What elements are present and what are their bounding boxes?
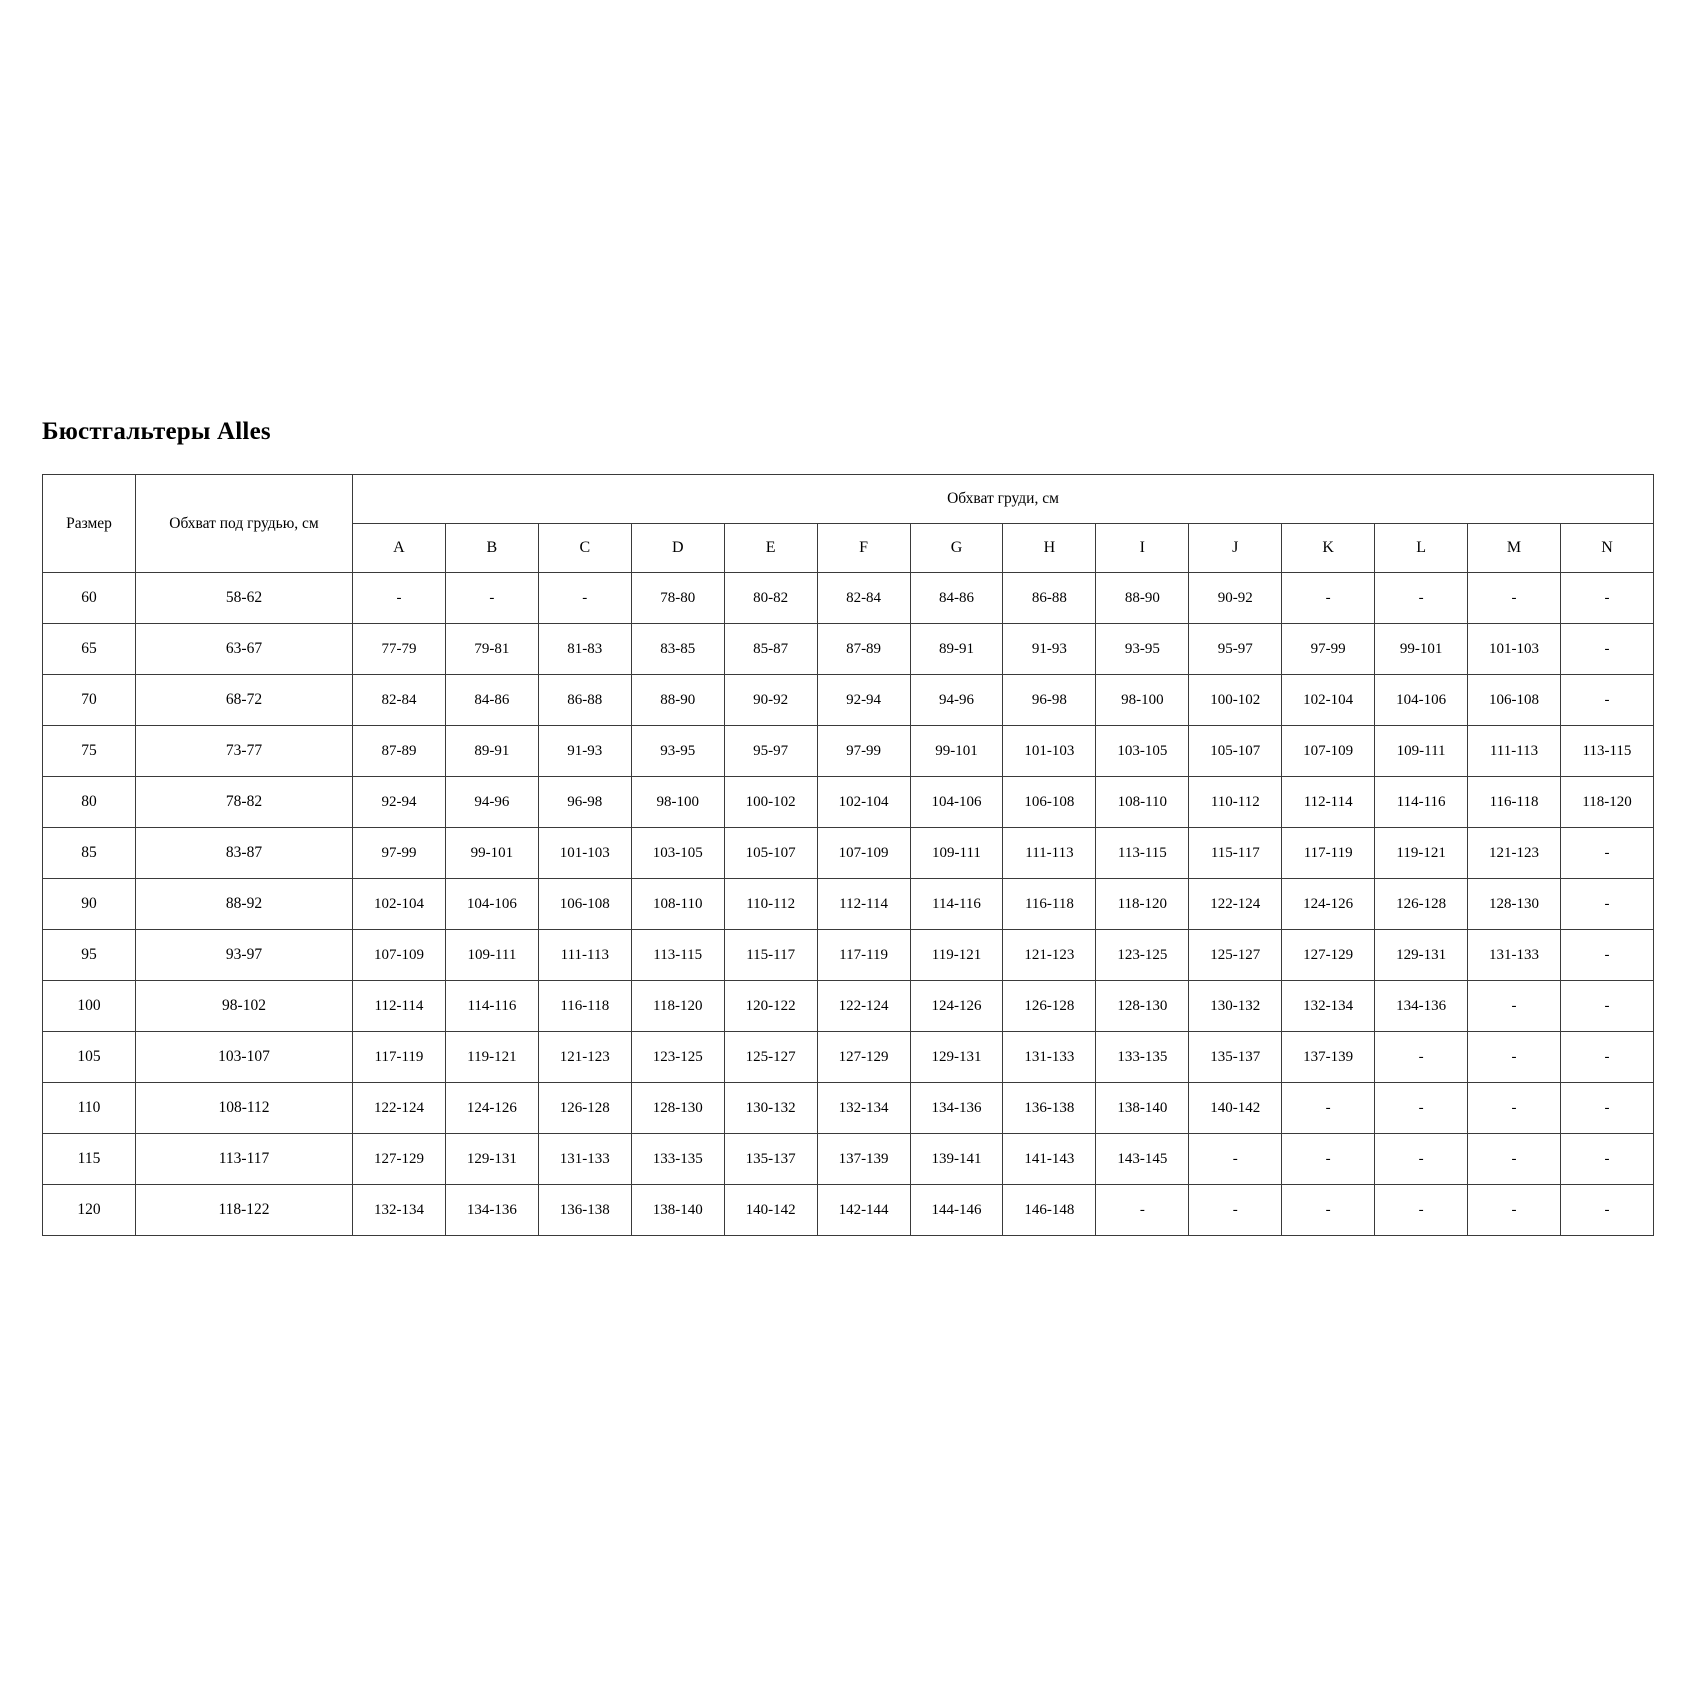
- cell-bust-c: 86-88: [538, 675, 631, 726]
- cell-bust-f: 87-89: [817, 624, 910, 675]
- cell-bust-a: 97-99: [353, 828, 446, 879]
- cell-bust-m: 116-118: [1468, 777, 1561, 828]
- cell-size: 75: [43, 726, 136, 777]
- cell-bust-e: 100-102: [724, 777, 817, 828]
- cell-bust-d: 88-90: [631, 675, 724, 726]
- header-underbust: Обхват под грудью, см: [136, 475, 353, 573]
- table-row: [43, 930, 1654, 981]
- cell-bust-i: 93-95: [1096, 624, 1189, 675]
- cell-bust-d: 108-110: [631, 879, 724, 930]
- cell-bust-f: 82-84: [817, 573, 910, 624]
- cell-bust-j: 122-124: [1189, 879, 1282, 930]
- cell-bust-d: 98-100: [631, 777, 724, 828]
- cell-size: 95: [43, 930, 136, 981]
- cell-bust-a: 82-84: [353, 675, 446, 726]
- table-row: [43, 726, 1654, 777]
- cell-bust-k: -: [1282, 1185, 1375, 1236]
- cell-bust-f: 112-114: [817, 879, 910, 930]
- cell-bust-h: 131-133: [1003, 1032, 1096, 1083]
- cell-bust-i: 98-100: [1096, 675, 1189, 726]
- cell-bust-e: 130-132: [724, 1083, 817, 1134]
- cell-underbust: 58-62: [136, 573, 353, 624]
- cell-bust-f: 102-104: [817, 777, 910, 828]
- cell-underbust: 103-107: [136, 1032, 353, 1083]
- cell-bust-c: -: [538, 573, 631, 624]
- cell-bust-h: 126-128: [1003, 981, 1096, 1032]
- cell-bust-n: -: [1560, 930, 1653, 981]
- cell-bust-c: 131-133: [538, 1134, 631, 1185]
- cell-bust-f: 132-134: [817, 1083, 910, 1134]
- cell-bust-g: 119-121: [910, 930, 1003, 981]
- cell-bust-n: 118-120: [1560, 777, 1653, 828]
- cell-bust-e: 110-112: [724, 879, 817, 930]
- cell-bust-j: 95-97: [1189, 624, 1282, 675]
- cell-size: 105: [43, 1032, 136, 1083]
- cell-bust-i: 108-110: [1096, 777, 1189, 828]
- cell-bust-l: 119-121: [1375, 828, 1468, 879]
- cell-bust-h: 101-103: [1003, 726, 1096, 777]
- cell-bust-b: 124-126: [445, 1083, 538, 1134]
- cell-bust-m: 106-108: [1468, 675, 1561, 726]
- cell-bust-c: 91-93: [538, 726, 631, 777]
- cell-bust-k: -: [1282, 1134, 1375, 1185]
- cell-bust-g: 84-86: [910, 573, 1003, 624]
- header-cup-d: D: [631, 524, 724, 573]
- cell-bust-m: -: [1468, 1032, 1561, 1083]
- cell-bust-b: 94-96: [445, 777, 538, 828]
- cell-bust-l: -: [1375, 1185, 1468, 1236]
- header-cup-n: N: [1560, 524, 1653, 573]
- cell-bust-i: -: [1096, 1185, 1189, 1236]
- cell-underbust: 63-67: [136, 624, 353, 675]
- cell-bust-d: 118-120: [631, 981, 724, 1032]
- cell-bust-e: 85-87: [724, 624, 817, 675]
- cell-bust-j: 130-132: [1189, 981, 1282, 1032]
- size-chart-container: [42, 474, 1654, 1236]
- header-cup-b: B: [445, 524, 538, 573]
- cell-bust-h: 96-98: [1003, 675, 1096, 726]
- header-cup-m: M: [1468, 524, 1561, 573]
- cell-bust-k: 137-139: [1282, 1032, 1375, 1083]
- page-title: Бюстгальтеры Alles: [42, 418, 271, 445]
- cell-bust-f: 142-144: [817, 1185, 910, 1236]
- cell-bust-b: 99-101: [445, 828, 538, 879]
- cell-bust-l: 129-131: [1375, 930, 1468, 981]
- cell-bust-n: -: [1560, 624, 1653, 675]
- table-row: [43, 1083, 1654, 1134]
- cell-bust-h: 91-93: [1003, 624, 1096, 675]
- cell-bust-k: 124-126: [1282, 879, 1375, 930]
- cell-bust-g: 144-146: [910, 1185, 1003, 1236]
- cell-bust-i: 113-115: [1096, 828, 1189, 879]
- cell-bust-h: 146-148: [1003, 1185, 1096, 1236]
- cell-bust-n: -: [1560, 573, 1653, 624]
- cell-bust-j: 105-107: [1189, 726, 1282, 777]
- cell-bust-b: -: [445, 573, 538, 624]
- cell-size: 100: [43, 981, 136, 1032]
- header-cup-c: C: [538, 524, 631, 573]
- cell-bust-g: 94-96: [910, 675, 1003, 726]
- cell-bust-b: 109-111: [445, 930, 538, 981]
- cell-bust-g: 134-136: [910, 1083, 1003, 1134]
- cell-bust-a: 112-114: [353, 981, 446, 1032]
- cell-bust-m: 111-113: [1468, 726, 1561, 777]
- cell-bust-d: 103-105: [631, 828, 724, 879]
- cell-bust-g: 104-106: [910, 777, 1003, 828]
- cell-bust-l: -: [1375, 573, 1468, 624]
- cell-size: 70: [43, 675, 136, 726]
- cell-bust-d: 133-135: [631, 1134, 724, 1185]
- table-row: [43, 879, 1654, 930]
- header-cup-a: A: [353, 524, 446, 573]
- cell-bust-k: 107-109: [1282, 726, 1375, 777]
- cell-bust-b: 119-121: [445, 1032, 538, 1083]
- header-cup-j: J: [1189, 524, 1282, 573]
- cell-bust-m: -: [1468, 1185, 1561, 1236]
- cell-size: 120: [43, 1185, 136, 1236]
- header-cup-k: K: [1282, 524, 1375, 573]
- cell-underbust: 73-77: [136, 726, 353, 777]
- cell-bust-f: 122-124: [817, 981, 910, 1032]
- cell-bust-k: -: [1282, 1083, 1375, 1134]
- cell-bust-f: 97-99: [817, 726, 910, 777]
- table-row: [43, 675, 1654, 726]
- cell-bust-j: 110-112: [1189, 777, 1282, 828]
- cell-bust-n: -: [1560, 1032, 1653, 1083]
- cell-underbust: 68-72: [136, 675, 353, 726]
- header-row-top: [43, 475, 1654, 524]
- header-cup-g: G: [910, 524, 1003, 573]
- cell-bust-h: 106-108: [1003, 777, 1096, 828]
- cell-size: 60: [43, 573, 136, 624]
- cell-bust-k: 97-99: [1282, 624, 1375, 675]
- cell-bust-b: 89-91: [445, 726, 538, 777]
- cell-bust-k: 117-119: [1282, 828, 1375, 879]
- cell-bust-d: 123-125: [631, 1032, 724, 1083]
- table-row: [43, 1185, 1654, 1236]
- cell-bust-b: 104-106: [445, 879, 538, 930]
- cell-size: 80: [43, 777, 136, 828]
- cell-bust-j: -: [1189, 1185, 1282, 1236]
- cell-bust-e: 115-117: [724, 930, 817, 981]
- cell-bust-a: 77-79: [353, 624, 446, 675]
- cell-bust-g: 99-101: [910, 726, 1003, 777]
- cell-bust-l: -: [1375, 1134, 1468, 1185]
- cell-bust-e: 80-82: [724, 573, 817, 624]
- cell-bust-l: 134-136: [1375, 981, 1468, 1032]
- cell-bust-i: 118-120: [1096, 879, 1189, 930]
- cell-bust-n: -: [1560, 828, 1653, 879]
- cell-bust-d: 93-95: [631, 726, 724, 777]
- cell-bust-g: 89-91: [910, 624, 1003, 675]
- header-cup-f: F: [817, 524, 910, 573]
- cell-underbust: 78-82: [136, 777, 353, 828]
- cell-bust-i: 88-90: [1096, 573, 1189, 624]
- cell-bust-a: 132-134: [353, 1185, 446, 1236]
- cell-bust-b: 129-131: [445, 1134, 538, 1185]
- cell-bust-l: 126-128: [1375, 879, 1468, 930]
- cell-bust-c: 96-98: [538, 777, 631, 828]
- cell-bust-a: 127-129: [353, 1134, 446, 1185]
- table-header: [43, 475, 1654, 573]
- cell-size: 85: [43, 828, 136, 879]
- cell-bust-a: 102-104: [353, 879, 446, 930]
- cell-bust-h: 116-118: [1003, 879, 1096, 930]
- table-body: [43, 573, 1654, 1236]
- cell-bust-h: 111-113: [1003, 828, 1096, 879]
- cell-bust-n: -: [1560, 675, 1653, 726]
- cell-bust-n: -: [1560, 981, 1653, 1032]
- header-cup-l: L: [1375, 524, 1468, 573]
- cell-bust-c: 106-108: [538, 879, 631, 930]
- cell-bust-m: -: [1468, 573, 1561, 624]
- table-row: [43, 573, 1654, 624]
- cell-bust-h: 86-88: [1003, 573, 1096, 624]
- cell-bust-b: 84-86: [445, 675, 538, 726]
- cell-bust-k: 102-104: [1282, 675, 1375, 726]
- cell-bust-a: 122-124: [353, 1083, 446, 1134]
- cell-bust-j: 140-142: [1189, 1083, 1282, 1134]
- cell-bust-m: -: [1468, 1083, 1561, 1134]
- cell-bust-j: 90-92: [1189, 573, 1282, 624]
- cell-bust-h: 141-143: [1003, 1134, 1096, 1185]
- cell-bust-f: 107-109: [817, 828, 910, 879]
- cell-bust-i: 128-130: [1096, 981, 1189, 1032]
- header-bust-group: Обхват груди, см: [353, 475, 1654, 524]
- cell-bust-c: 116-118: [538, 981, 631, 1032]
- cell-bust-j: 125-127: [1189, 930, 1282, 981]
- cell-bust-c: 121-123: [538, 1032, 631, 1083]
- cell-bust-h: 121-123: [1003, 930, 1096, 981]
- cell-bust-k: 127-129: [1282, 930, 1375, 981]
- cell-bust-i: 138-140: [1096, 1083, 1189, 1134]
- header-cup-e: E: [724, 524, 817, 573]
- cell-bust-d: 113-115: [631, 930, 724, 981]
- cell-bust-a: 92-94: [353, 777, 446, 828]
- table-row: [43, 1032, 1654, 1083]
- cell-bust-l: 109-111: [1375, 726, 1468, 777]
- cell-size: 90: [43, 879, 136, 930]
- cell-bust-m: 128-130: [1468, 879, 1561, 930]
- cell-bust-k: -: [1282, 573, 1375, 624]
- cell-bust-m: 121-123: [1468, 828, 1561, 879]
- cell-underbust: 88-92: [136, 879, 353, 930]
- cell-underbust: 108-112: [136, 1083, 353, 1134]
- table-row: [43, 777, 1654, 828]
- cell-bust-c: 101-103: [538, 828, 631, 879]
- cell-bust-a: 87-89: [353, 726, 446, 777]
- cell-size: 115: [43, 1134, 136, 1185]
- cell-bust-a: 107-109: [353, 930, 446, 981]
- header-cup-h: H: [1003, 524, 1096, 573]
- cell-bust-i: 143-145: [1096, 1134, 1189, 1185]
- cell-bust-b: 114-116: [445, 981, 538, 1032]
- cell-bust-i: 133-135: [1096, 1032, 1189, 1083]
- cell-bust-i: 123-125: [1096, 930, 1189, 981]
- cell-bust-j: -: [1189, 1134, 1282, 1185]
- cell-bust-k: 132-134: [1282, 981, 1375, 1032]
- cell-bust-f: 127-129: [817, 1032, 910, 1083]
- cell-bust-d: 78-80: [631, 573, 724, 624]
- cell-bust-g: 114-116: [910, 879, 1003, 930]
- cell-bust-l: 114-116: [1375, 777, 1468, 828]
- cell-size: 65: [43, 624, 136, 675]
- cell-bust-c: 81-83: [538, 624, 631, 675]
- cell-bust-n: -: [1560, 1134, 1653, 1185]
- cell-bust-g: 124-126: [910, 981, 1003, 1032]
- cell-bust-c: 136-138: [538, 1185, 631, 1236]
- cell-bust-a: 117-119: [353, 1032, 446, 1083]
- cell-bust-e: 120-122: [724, 981, 817, 1032]
- cell-bust-n: -: [1560, 1185, 1653, 1236]
- cell-bust-l: 104-106: [1375, 675, 1468, 726]
- cell-bust-l: 99-101: [1375, 624, 1468, 675]
- cell-bust-e: 125-127: [724, 1032, 817, 1083]
- cell-bust-g: 139-141: [910, 1134, 1003, 1185]
- cell-bust-c: 111-113: [538, 930, 631, 981]
- size-chart-table: [42, 474, 1654, 1236]
- table-row: [43, 828, 1654, 879]
- table-row: [43, 1134, 1654, 1185]
- cell-bust-d: 83-85: [631, 624, 724, 675]
- cell-underbust: 118-122: [136, 1185, 353, 1236]
- cell-bust-d: 128-130: [631, 1083, 724, 1134]
- header-cup-i: I: [1096, 524, 1189, 573]
- cell-bust-l: -: [1375, 1032, 1468, 1083]
- cell-bust-m: -: [1468, 1134, 1561, 1185]
- header-size: Размер: [43, 475, 136, 573]
- cell-bust-b: 79-81: [445, 624, 538, 675]
- cell-bust-m: 131-133: [1468, 930, 1561, 981]
- cell-bust-a: -: [353, 573, 446, 624]
- cell-bust-f: 92-94: [817, 675, 910, 726]
- cell-bust-n: 113-115: [1560, 726, 1653, 777]
- cell-bust-e: 135-137: [724, 1134, 817, 1185]
- cell-underbust: 83-87: [136, 828, 353, 879]
- cell-bust-j: 115-117: [1189, 828, 1282, 879]
- cell-bust-h: 136-138: [1003, 1083, 1096, 1134]
- cell-bust-n: -: [1560, 879, 1653, 930]
- table-row: [43, 624, 1654, 675]
- cell-size: 110: [43, 1083, 136, 1134]
- cell-bust-f: 117-119: [817, 930, 910, 981]
- cell-bust-e: 140-142: [724, 1185, 817, 1236]
- cell-bust-l: -: [1375, 1083, 1468, 1134]
- cell-underbust: 98-102: [136, 981, 353, 1032]
- cell-bust-g: 109-111: [910, 828, 1003, 879]
- cell-bust-i: 103-105: [1096, 726, 1189, 777]
- cell-bust-e: 95-97: [724, 726, 817, 777]
- cell-bust-m: 101-103: [1468, 624, 1561, 675]
- cell-underbust: 93-97: [136, 930, 353, 981]
- cell-bust-n: -: [1560, 1083, 1653, 1134]
- cell-bust-e: 105-107: [724, 828, 817, 879]
- cell-bust-b: 134-136: [445, 1185, 538, 1236]
- cell-bust-e: 90-92: [724, 675, 817, 726]
- cell-underbust: 113-117: [136, 1134, 353, 1185]
- cell-bust-k: 112-114: [1282, 777, 1375, 828]
- cell-bust-f: 137-139: [817, 1134, 910, 1185]
- cell-bust-d: 138-140: [631, 1185, 724, 1236]
- cell-bust-j: 135-137: [1189, 1032, 1282, 1083]
- cell-bust-j: 100-102: [1189, 675, 1282, 726]
- table-row: [43, 981, 1654, 1032]
- cell-bust-g: 129-131: [910, 1032, 1003, 1083]
- cell-bust-m: -: [1468, 981, 1561, 1032]
- cell-bust-c: 126-128: [538, 1083, 631, 1134]
